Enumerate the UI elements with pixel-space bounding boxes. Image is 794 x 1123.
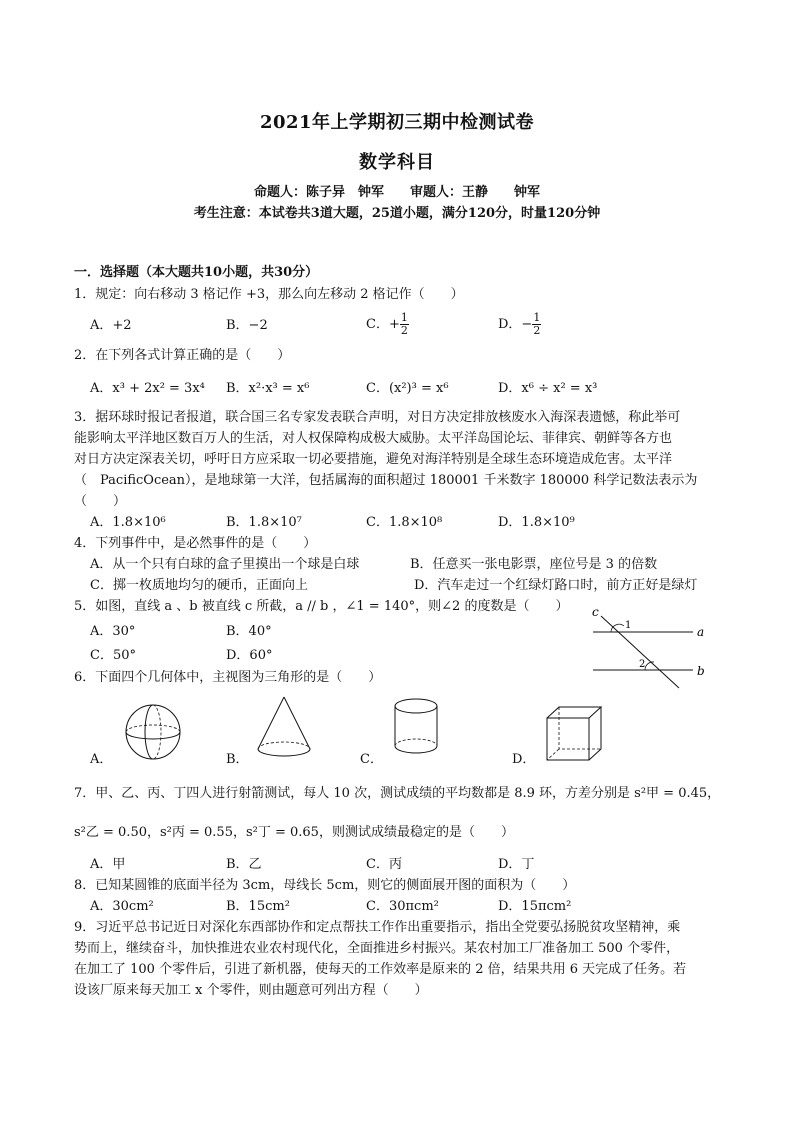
q7-option-b: B．乙: [226, 857, 262, 872]
q1-option-c-prefix: C．+: [366, 317, 400, 332]
q3-option-d: D．1.8×10⁹: [498, 515, 575, 530]
q1-stem: 1．规定：向右移动 3 格记作 +3，那么向左移动 2 格记作（ ）: [74, 287, 464, 302]
fraction-denominator: 2: [400, 324, 408, 337]
fraction: [400, 312, 409, 337]
exam-title: 2021年上学期初三期中检测试卷: [259, 112, 535, 133]
q3-option-c: C．1.8×10⁸: [366, 515, 443, 530]
cube-figure: [544, 704, 604, 762]
q3-option-a: A．1.8×10⁶: [90, 515, 166, 530]
q5-stem: 5．如图，直线 a 、b 被直线 c 所截，a // b ，∠1 = 140°，则∠2 的度数是（ ）: [74, 599, 569, 614]
q3-option-b: B．1.8×10⁷: [226, 515, 302, 530]
parallel-lines-figure: [585, 604, 715, 692]
q4-stem: 4．下列事件中，是必然事件的是（ ）: [74, 536, 317, 551]
q3-line-5: （ ）: [74, 494, 127, 509]
q4-option-b: B．任意买一张电影票，座位号是 3 的倍数: [410, 557, 658, 572]
q1-option-a: A．+2: [90, 318, 132, 333]
fraction-numerator: 1: [533, 311, 541, 324]
exam-notice: 考生注意：本试卷共3道大题，25道小题，满分120分，时量120分钟: [193, 206, 601, 221]
q7-option-c: C．丙: [366, 857, 402, 872]
q8-option-b: B．15cm²: [226, 899, 290, 914]
q3-line-4: （ PacificOcean），是地球第一大洋，包括属海的面积超过 180001 千米数字 180000 科学记数法表示为: [74, 473, 698, 488]
q4-option-c: C．掷一枚质地均匀的硬币，正面向上: [90, 578, 308, 593]
fraction: [532, 312, 541, 337]
exam-authors: 命题人：陈子异 钟军 审题人：王静 钟军: [253, 185, 540, 200]
q5-option-c: C．50°: [90, 648, 136, 663]
label-1: 1: [625, 620, 632, 631]
q9-line-2: 势而上，继续奋斗，加快推进农业农村现代化，全面推进乡村振兴。某农村加工厂准备加工 500 个零件，: [74, 941, 680, 956]
fraction-denominator: 2: [533, 324, 541, 337]
label-b: b: [697, 664, 705, 678]
q2-option-c: C．(x²)³ = x⁶: [366, 381, 449, 396]
q6-stem: 6．下面四个几何体中，主视图为三角形的是（ ）: [74, 670, 382, 685]
q2-option-d: D．x⁶ ÷ x² = x³: [498, 381, 598, 396]
cylinder-figure: [390, 696, 442, 758]
q1-option-c: [366, 312, 409, 337]
q5-option-b: B．40°: [226, 624, 272, 639]
q4-option-a: A．从一个只有白球的盒子里摸出一个球是白球: [90, 557, 360, 572]
q9-line-4: 设该厂原来每天加工 x 个零件，则由题意可列出方程（ ）: [74, 983, 428, 998]
q3-line-1: 3．据环球时报记者报道，联合国三名专家发表联合声明，对日方决定排放核废水入海深表遗憾，称此举可: [74, 410, 681, 425]
q1-option-d: [498, 312, 541, 337]
q7-line-2: s²乙 = 0.50，s²丙 = 0.55，s²丁 = 0.65，则测试成绩最稳定的是（ ）: [74, 825, 514, 840]
q6-option-b: B．: [226, 752, 249, 767]
q9-line-1: 9．习近平总书记近日对深化东西部协作和定点帮扶工作作出重要指示，指出全党要弘扬脱贫攻坚精神，乘: [74, 920, 681, 935]
q2-stem: 2．在下列各式计算正确的是（ ）: [74, 348, 291, 363]
q1-option-d-prefix: D．−: [498, 317, 533, 332]
q2-option-b: B．x²·x³ = x⁶: [226, 381, 310, 396]
sphere-figure: [120, 702, 186, 762]
q9-line-3: 在加工了 100 个零件后，引进了新机器，使每天的工作效率是原来的 2 倍，结果共用 6 天完成了任务。若: [74, 962, 687, 977]
q8-option-a: A．30cm²: [90, 899, 154, 914]
q3-line-2: 能影响太平洋地区数百万人的生活，对人权保障构成极大威胁。太平洋岛国论坛、菲律宾、朝鲜等各方也: [74, 431, 673, 446]
label-a: a: [697, 625, 705, 639]
q3-line-3: 对日方决定深表关切，呼吁日方应采取一切必要措施，避免对海洋特别是全球生态环境造成危害。太平洋: [74, 452, 673, 467]
q8-stem: 8．已知某圆锥的底面半径为 3cm，母线长 5cm，则它的侧面展开图的面积为（ ）: [74, 878, 576, 893]
q7-option-d: D．丁: [498, 857, 535, 872]
q5-option-a: A．30°: [90, 624, 136, 639]
q6-option-c: C．: [360, 752, 383, 767]
q7-line-1: 7．甲、乙、丙、丁四人进行射箭测试，每人 10 次，测试成绩的平均数都是 8.9 环，方差分别是 s²甲 = 0.45，: [74, 786, 721, 801]
q1-option-b: B．−2: [226, 318, 268, 333]
q8-option-d: D．15πcm²: [498, 899, 572, 914]
q2-option-a: A．x³ + 2x² = 3x⁴: [90, 381, 205, 396]
q8-option-c: C．30πcm²: [366, 899, 439, 914]
label-2: 2: [639, 659, 646, 670]
fraction-numerator: 1: [400, 311, 408, 324]
q5-option-d: D．60°: [226, 648, 273, 663]
section-heading: 一．选择题（本大题共10小题，共30分）: [74, 265, 319, 280]
q6-option-d: D．: [512, 752, 536, 767]
q7-option-a: A．甲: [90, 857, 126, 872]
q4-option-d: D．汽车走过一个红绿灯路口时，前方正好是绿灯: [414, 578, 698, 593]
q6-option-a: A．: [90, 752, 113, 767]
label-c: c: [592, 605, 599, 619]
exam-subject: 数学科目: [359, 152, 435, 173]
cone-figure: [254, 694, 314, 760]
